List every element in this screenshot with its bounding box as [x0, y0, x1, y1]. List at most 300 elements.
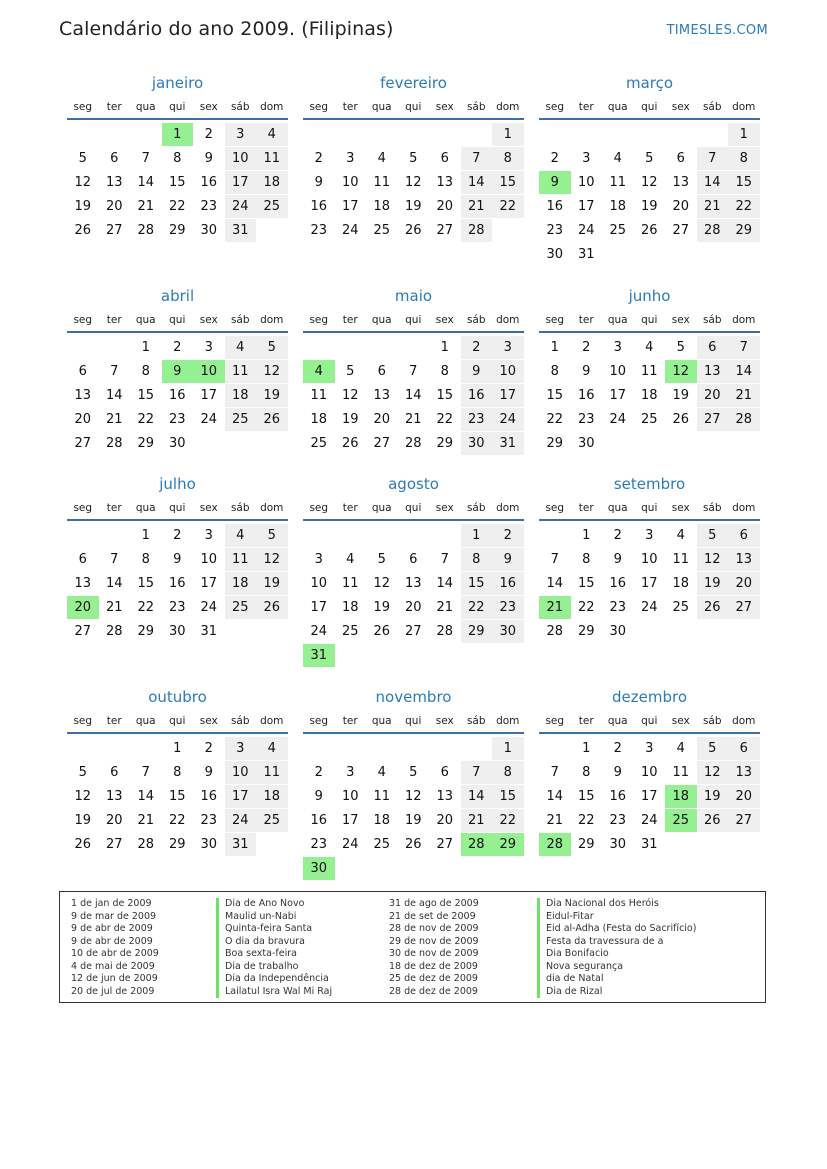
day-cell: 29 — [137, 624, 155, 639]
day-cell: 30 — [168, 436, 186, 451]
day-cell: 28 — [461, 219, 493, 242]
legend-date: 28 de dez de 2009 — [389, 985, 478, 997]
weekday-label: sáb — [230, 101, 250, 113]
day-cell: 17 — [640, 789, 658, 804]
weekday-label: qua — [135, 101, 156, 113]
weekday-label: qua — [135, 314, 156, 326]
legend-holiday-name: Boa sexta-feira — [216, 948, 332, 961]
day-cell: 1 — [461, 524, 493, 547]
day-cell: 20 — [74, 412, 92, 427]
day-cell: 6 — [697, 336, 729, 359]
weekday-label: dom — [732, 314, 756, 326]
day-cell: 29 — [436, 436, 454, 451]
day-cell: 27 — [728, 596, 760, 619]
day-cell: 23 — [310, 223, 328, 238]
weekday-label: qua — [607, 715, 628, 727]
weekday-label: ter — [342, 715, 358, 727]
day-cell: 31 — [225, 833, 257, 856]
day-cell: 15 — [728, 171, 760, 194]
weekday-label: dom — [260, 101, 284, 113]
day-cell: 9 — [204, 765, 213, 780]
weekday-label: qui — [169, 715, 186, 727]
day-cell: 19 — [697, 572, 729, 595]
day-cell: 3 — [225, 737, 257, 760]
day-cell: 24 — [225, 195, 257, 218]
day-cell: 26 — [672, 412, 690, 427]
day-cell: 7 — [461, 147, 493, 170]
day-cell: 26 — [74, 837, 92, 852]
day-grid — [67, 521, 288, 643]
day-cell: 12 — [640, 175, 658, 190]
day-cell: 11 — [672, 552, 690, 567]
day-cell: 11 — [373, 175, 391, 190]
day-cell: 30 — [200, 223, 218, 238]
day-cell: 30 — [609, 837, 627, 852]
weekday-header — [539, 96, 760, 120]
weekday-label: ter — [106, 101, 122, 113]
weekday-label: qua — [371, 715, 392, 727]
day-cell: 30 — [200, 837, 218, 852]
month-name: maio — [394, 287, 433, 305]
day-cell: 22 — [436, 412, 454, 427]
month-name: abril — [160, 287, 195, 305]
day-cell: 17 — [341, 813, 359, 828]
day-cell: 19 — [74, 199, 92, 214]
day-cell: 23 — [577, 412, 595, 427]
day-cell: 17 — [225, 785, 257, 808]
day-cell: 28 — [105, 436, 123, 451]
day-cell: 2 — [492, 524, 524, 547]
weekday-label: sáb — [466, 101, 486, 113]
day-cell: 12 — [404, 175, 422, 190]
day-cell: 24 — [200, 600, 218, 615]
holiday-legend — [59, 891, 766, 1003]
weekday-header — [539, 497, 760, 521]
day-cell: 1 — [492, 737, 524, 760]
day-cell: 2 — [461, 336, 493, 359]
month-novembro — [303, 684, 524, 880]
day-cell: 19 — [672, 388, 690, 403]
day-cell: 23 — [310, 837, 328, 852]
day-cell: 14 — [404, 388, 422, 403]
day-cell: 14 — [546, 576, 564, 591]
weekday-header — [67, 96, 288, 120]
day-cell: 31 — [200, 624, 218, 639]
day-cell: 17 — [577, 199, 595, 214]
day-cell: 4 — [225, 524, 257, 547]
weekday-label: sex — [435, 502, 454, 514]
day-cell: 30 — [609, 624, 627, 639]
day-cell: 19 — [697, 785, 729, 808]
day-cell: 28 — [436, 624, 454, 639]
day-cell: 10 — [640, 552, 658, 567]
legend-holiday-name: O dia da bravura — [216, 936, 332, 949]
day-cell: 11 — [256, 147, 288, 170]
day-cell: 5 — [78, 765, 87, 780]
day-cell: 21 — [539, 596, 571, 619]
day-cell: 7 — [110, 364, 119, 379]
day-cell: 12 — [74, 175, 92, 190]
day-cell: 21 — [546, 813, 564, 828]
weekday-label: dom — [732, 101, 756, 113]
day-cell: 1 — [582, 528, 591, 543]
month-janeiro — [67, 70, 288, 242]
day-grid — [539, 521, 760, 643]
day-cell: 21 — [137, 813, 155, 828]
day-cell: 5 — [697, 524, 729, 547]
day-cell: 7 — [440, 552, 449, 567]
day-grid — [303, 120, 524, 242]
month-agosto — [303, 471, 524, 667]
day-cell: 28 — [728, 408, 760, 431]
day-cell: 16 — [200, 175, 218, 190]
weekday-label: dom — [260, 502, 284, 514]
weekday-header — [303, 710, 524, 734]
day-cell: 9 — [461, 360, 493, 383]
day-cell: 4 — [613, 151, 622, 166]
day-cell: 26 — [256, 408, 288, 431]
day-cell: 27 — [672, 223, 690, 238]
day-cell: 2 — [173, 528, 182, 543]
weekday-label: seg — [73, 715, 93, 727]
day-cell: 16 — [461, 384, 493, 407]
day-cell: 17 — [200, 388, 218, 403]
day-cell: 6 — [377, 364, 386, 379]
day-cell: 10 — [492, 360, 524, 383]
weekday-label: qua — [607, 101, 628, 113]
day-cell: 10 — [577, 175, 595, 190]
day-cell: 25 — [341, 624, 359, 639]
day-cell: 2 — [204, 741, 213, 756]
day-cell: 2 — [613, 741, 622, 756]
day-cell: 5 — [676, 340, 685, 355]
day-cell: 23 — [168, 412, 186, 427]
day-cell: 10 — [609, 364, 627, 379]
day-cell: 29 — [168, 837, 186, 852]
day-cell: 4 — [377, 765, 386, 780]
day-cell: 15 — [168, 175, 186, 190]
day-cell: 16 — [492, 572, 524, 595]
day-cell: 25 — [373, 837, 391, 852]
weekday-label: sáb — [702, 715, 722, 727]
day-cell: 13 — [74, 576, 92, 591]
legend-holiday-name: Dia Bonifacio — [537, 948, 696, 961]
day-cell: 15 — [577, 789, 595, 804]
day-cell: 8 — [440, 364, 449, 379]
month-julho — [67, 471, 288, 643]
day-cell: 14 — [105, 388, 123, 403]
weekday-label: sex — [435, 715, 454, 727]
day-cell: 26 — [404, 223, 422, 238]
weekday-label: sáb — [466, 502, 486, 514]
weekday-label: ter — [342, 314, 358, 326]
day-cell: 21 — [105, 600, 123, 615]
weekday-label: seg — [545, 715, 565, 727]
month-abril — [67, 283, 288, 455]
weekday-label: ter — [578, 502, 594, 514]
day-cell: 3 — [645, 741, 654, 756]
weekday-label: seg — [545, 101, 565, 113]
legend-date: 9 de abr de 2009 — [71, 923, 153, 934]
month-name: junho — [628, 287, 671, 305]
day-cell: 7 — [409, 364, 418, 379]
day-cell: 24 — [640, 600, 658, 615]
legend-names-right — [537, 898, 696, 998]
day-cell: 9 — [204, 151, 213, 166]
day-cell: 14 — [461, 171, 493, 194]
weekday-header — [67, 497, 288, 521]
legend-holiday-name: Dia Nacional dos Heróis — [537, 898, 696, 911]
day-cell: 19 — [256, 384, 288, 407]
day-cell: 11 — [609, 175, 627, 190]
day-cell: 31 — [225, 219, 257, 242]
day-cell: 29 — [577, 624, 595, 639]
day-cell: 18 — [225, 572, 257, 595]
legend-holiday-name: Lailatul Isra Wal Mi Raj — [216, 986, 332, 999]
weekday-label: qua — [371, 502, 392, 514]
day-cell: 5 — [409, 151, 418, 166]
weekday-label: seg — [309, 101, 329, 113]
day-cell: 21 — [137, 199, 155, 214]
day-cell: 25 — [310, 436, 328, 451]
day-cell: 1 — [582, 741, 591, 756]
weekday-label: qui — [405, 502, 422, 514]
day-cell: 23 — [609, 600, 627, 615]
day-cell: 8 — [492, 761, 524, 784]
day-cell: 3 — [613, 340, 622, 355]
day-cell: 17 — [310, 600, 328, 615]
day-cell: 25 — [672, 600, 690, 615]
day-cell: 4 — [303, 360, 335, 383]
day-cell: 28 — [697, 219, 729, 242]
day-cell: 12 — [74, 789, 92, 804]
day-cell: 11 — [310, 388, 328, 403]
day-cell: 22 — [461, 596, 493, 619]
weekday-label: sáb — [702, 314, 722, 326]
day-cell: 24 — [200, 412, 218, 427]
day-cell: 15 — [436, 388, 454, 403]
day-cell: 11 — [256, 761, 288, 784]
weekday-label: qui — [169, 502, 186, 514]
day-cell: 8 — [141, 552, 150, 567]
day-cell: 16 — [310, 813, 328, 828]
weekday-label: qui — [641, 314, 658, 326]
legend-holiday-name: Dia de Ano Novo — [216, 898, 332, 911]
day-cell: 26 — [74, 223, 92, 238]
day-cell: 10 — [341, 175, 359, 190]
weekday-label: qui — [169, 314, 186, 326]
day-cell: 9 — [173, 552, 182, 567]
day-cell: 5 — [697, 737, 729, 760]
weekday-label: qua — [371, 101, 392, 113]
legend-date: 9 de mar de 2009 — [71, 910, 157, 922]
weekday-label: ter — [578, 715, 594, 727]
day-cell: 28 — [546, 624, 564, 639]
day-cell: 3 — [314, 552, 323, 567]
day-cell: 9 — [613, 552, 622, 567]
weekday-label: qui — [641, 502, 658, 514]
legend-date: 12 de jun de 2009 — [71, 973, 158, 984]
day-cell: 15 — [577, 576, 595, 591]
day-cell: 28 — [461, 833, 493, 856]
brand-link[interactable]: TIMESLES.COM — [666, 23, 768, 38]
day-cell: 17 — [640, 576, 658, 591]
day-cell: 10 — [193, 360, 225, 383]
day-cell: 31 — [640, 837, 658, 852]
day-cell: 14 — [137, 789, 155, 804]
day-cell: 29 — [137, 436, 155, 451]
day-cell: 26 — [697, 596, 729, 619]
day-cell: 5 — [346, 364, 355, 379]
weekday-header — [539, 309, 760, 333]
legend-holiday-name: Eid al-Adha (Festa do Sacrifício) — [537, 923, 696, 936]
day-cell: 6 — [728, 524, 760, 547]
day-cell: 4 — [256, 737, 288, 760]
weekday-label: sex — [435, 101, 454, 113]
day-cell: 7 — [110, 552, 119, 567]
day-cell: 2 — [613, 528, 622, 543]
day-cell: 16 — [200, 789, 218, 804]
day-cell: 27 — [728, 809, 760, 832]
day-cell: 9 — [613, 765, 622, 780]
day-cell: 3 — [204, 528, 213, 543]
weekday-header — [539, 710, 760, 734]
day-cell: 30 — [546, 247, 564, 262]
day-grid — [539, 734, 760, 856]
month-dezembro — [539, 684, 760, 856]
day-cell: 31 — [303, 644, 335, 667]
day-cell: 29 — [577, 837, 595, 852]
day-cell: 12 — [665, 360, 697, 383]
weekday-label: seg — [309, 715, 329, 727]
day-cell: 29 — [168, 223, 186, 238]
day-cell: 14 — [105, 576, 123, 591]
day-cell: 20 — [105, 813, 123, 828]
day-cell: 5 — [645, 151, 654, 166]
day-cell: 10 — [310, 576, 328, 591]
day-cell: 21 — [436, 600, 454, 615]
day-cell: 4 — [377, 151, 386, 166]
day-cell: 27 — [436, 837, 454, 852]
day-cell: 23 — [200, 199, 218, 214]
day-cell: 3 — [346, 765, 355, 780]
day-cell: 2 — [314, 765, 323, 780]
weekday-label: sex — [671, 314, 690, 326]
day-cell: 18 — [256, 785, 288, 808]
day-cell: 3 — [204, 340, 213, 355]
day-cell: 16 — [577, 388, 595, 403]
legend-dates-right — [389, 898, 479, 998]
day-cell: 17 — [609, 388, 627, 403]
weekday-label: ter — [578, 101, 594, 113]
day-cell: 24 — [609, 412, 627, 427]
day-cell: 22 — [492, 195, 524, 218]
day-cell: 25 — [225, 408, 257, 431]
day-cell: 30 — [492, 620, 524, 643]
day-cell: 3 — [225, 123, 257, 146]
day-cell: 24 — [225, 809, 257, 832]
weekday-label: dom — [732, 715, 756, 727]
day-cell: 10 — [225, 761, 257, 784]
day-cell: 5 — [78, 151, 87, 166]
day-cell: 11 — [373, 789, 391, 804]
day-cell: 8 — [173, 151, 182, 166]
day-cell: 26 — [256, 596, 288, 619]
legend-date: 10 de abr de 2009 — [71, 948, 159, 959]
day-cell: 18 — [672, 576, 690, 591]
day-cell: 15 — [492, 785, 524, 808]
day-cell: 13 — [436, 175, 454, 190]
month-name: fevereiro — [380, 74, 447, 92]
day-cell: 17 — [341, 199, 359, 214]
day-cell: 15 — [546, 388, 564, 403]
day-cell: 4 — [225, 336, 257, 359]
day-cell: 8 — [550, 364, 559, 379]
day-cell: 24 — [577, 223, 595, 238]
day-cell: 14 — [697, 171, 729, 194]
weekday-label: dom — [496, 101, 520, 113]
weekday-label: qui — [169, 101, 186, 113]
day-cell: 6 — [78, 364, 87, 379]
weekday-label: sex — [671, 502, 690, 514]
day-cell: 19 — [373, 600, 391, 615]
weekday-label: sáb — [466, 715, 486, 727]
day-cell: 6 — [440, 765, 449, 780]
legend-holiday-name: Quinta-feira Santa — [216, 923, 332, 936]
day-cell: 23 — [200, 813, 218, 828]
day-cell: 27 — [105, 837, 123, 852]
day-cell: 7 — [461, 761, 493, 784]
day-cell: 12 — [404, 789, 422, 804]
day-cell: 20 — [436, 813, 454, 828]
legend-holiday-name: Eidul-Fitar — [537, 911, 696, 924]
day-cell: 27 — [105, 223, 123, 238]
day-cell: 4 — [645, 340, 654, 355]
day-cell: 26 — [697, 809, 729, 832]
day-cell: 13 — [728, 761, 760, 784]
legend-date: 4 de mai de 2009 — [71, 960, 155, 972]
day-cell: 12 — [256, 360, 288, 383]
day-cell: 8 — [728, 147, 760, 170]
day-cell: 27 — [436, 223, 454, 238]
day-cell: 20 — [67, 596, 99, 619]
weekday-header — [303, 96, 524, 120]
day-cell: 21 — [461, 809, 493, 832]
day-cell: 27 — [404, 624, 422, 639]
day-cell: 25 — [609, 223, 627, 238]
day-cell: 23 — [461, 408, 493, 431]
day-cell: 7 — [728, 336, 760, 359]
day-cell: 20 — [728, 572, 760, 595]
weekday-label: sáb — [702, 502, 722, 514]
day-cell: 19 — [341, 412, 359, 427]
weekday-label: sex — [671, 715, 690, 727]
day-cell: 18 — [609, 199, 627, 214]
month-name: julho — [159, 475, 196, 493]
day-cell: 30 — [461, 432, 493, 455]
day-cell: 21 — [404, 412, 422, 427]
day-cell: 10 — [640, 765, 658, 780]
day-cell: 7 — [141, 765, 150, 780]
weekday-label: qua — [607, 502, 628, 514]
day-cell: 7 — [550, 552, 559, 567]
day-cell: 28 — [105, 624, 123, 639]
weekday-label: sáb — [702, 101, 722, 113]
day-cell: 2 — [314, 151, 323, 166]
month-maio — [303, 283, 524, 455]
legend-date: 25 de dez de 2009 — [389, 973, 478, 984]
day-cell: 1 — [173, 741, 182, 756]
